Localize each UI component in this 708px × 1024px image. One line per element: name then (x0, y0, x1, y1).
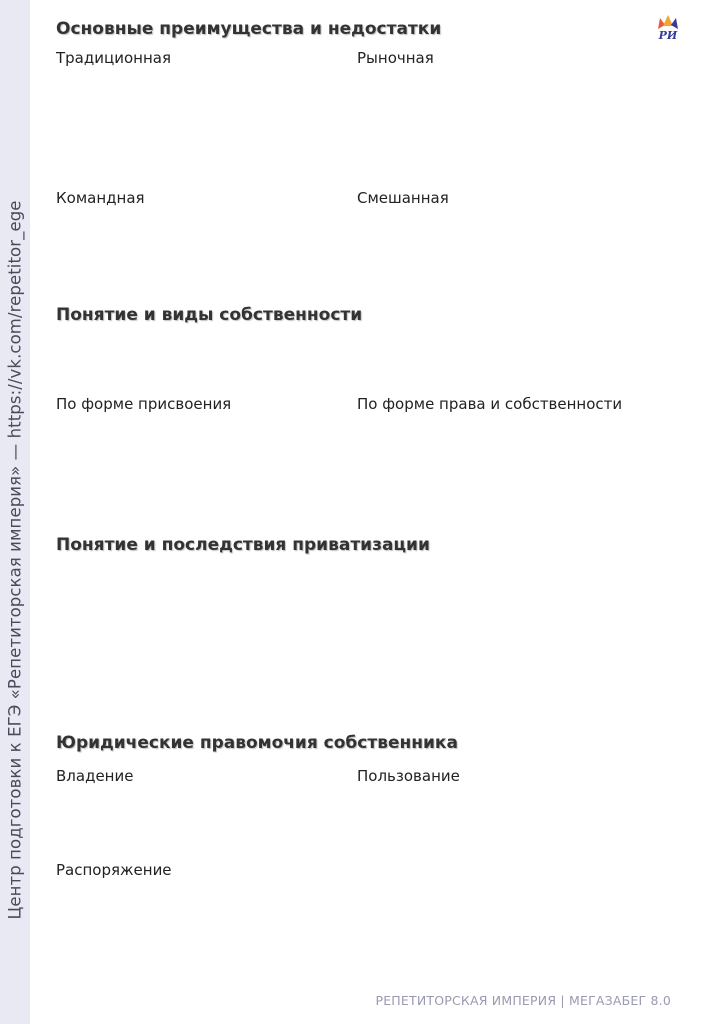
logo (654, 14, 682, 46)
section-title-rights: Юридические правомочия собственника (56, 733, 458, 753)
label-mixed: Смешанная (357, 189, 449, 207)
section-title-property: Понятие и виды собственности (56, 305, 363, 325)
label-command: Командная (56, 189, 145, 207)
section-title-privatization: Понятие и последствия приватизации (56, 535, 430, 555)
label-by-law-form: По форме права и собственности (357, 395, 623, 413)
label-use: Пользование (357, 767, 460, 785)
sidebar-caption: Центр подготовки к ЕГЭ «Репетиторская империя» — https://vk.com/repetitor_ege (5, 200, 25, 920)
label-traditional: Традиционная (56, 49, 171, 67)
label-by-appropriation: По форме присвоения (56, 395, 232, 413)
label-market: Рыночная (357, 49, 434, 67)
label-possession: Владение (56, 767, 134, 785)
footer-brand: РЕПЕТИТОРСКАЯ ИМПЕРИЯ (375, 993, 557, 1008)
logo-letters: РИ (658, 29, 678, 42)
footer (375, 993, 671, 1008)
section-title-advantages: Основные преимущества и недостатки (56, 19, 442, 39)
footer-event: МЕГАЗАБЕГ 8.0 (569, 993, 671, 1008)
sidebar-band (0, 0, 30, 1024)
label-disposal: Распоряжение (56, 861, 172, 879)
crown-icon (654, 14, 682, 30)
footer-separator: | (560, 993, 565, 1008)
